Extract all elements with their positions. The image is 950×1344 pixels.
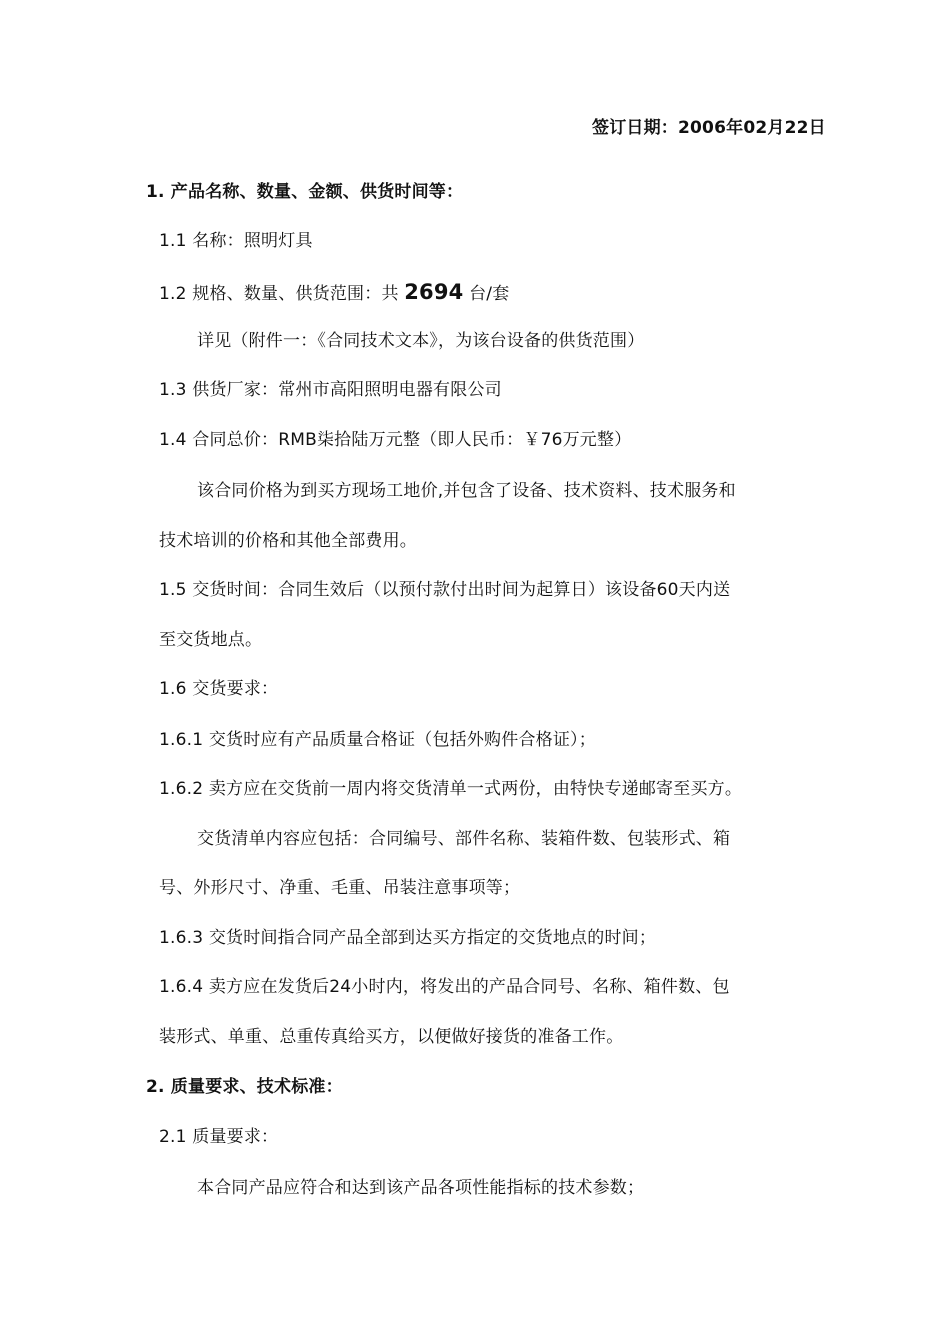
item-2-1: 2.1 质量要求： xyxy=(159,1127,279,1147)
item-1-6-4-line1: 1.6.4 卖方应在发货后24小时内，将发出的产品合同号、名称、箱件数、包 xyxy=(159,977,730,997)
item-1-4: 1.4 合同总价：RMB柒拾陆万元整（即人民币：￥76万元整） xyxy=(159,430,632,450)
item-1-6-2: 1.6.2 卖方应在交货前一周内将交货清单一式两份，由特快专递邮寄至买方。 xyxy=(159,779,743,799)
item-1-3 xyxy=(159,378,502,402)
item-1-5-line2: 至交货地点。 xyxy=(159,630,263,650)
sign-date: 签订日期：2006年02月22日 xyxy=(592,118,826,138)
item-1-4-paragraph-line1: 该合同价格为到买方现场工地价,并包含了设备、技术资料、技术服务和 xyxy=(197,481,736,501)
section-1-heading: 1. 产品名称、数量、金额、供货时间等： xyxy=(146,182,464,202)
item-1-5-line1: 1.5 交货时间：合同生效后（以预付款付出时间为起算日）该设备60天内送 xyxy=(159,580,731,600)
item-1-6-3: 1.6.3 交货时间指合同产品全部到达买方指定的交货地点的时间； xyxy=(159,928,657,948)
item-1-6-2-paragraph-line2: 号、外形尺寸、净重、毛重、吊装注意事项等； xyxy=(159,878,521,898)
item-1-3-label: 1.3 供货厂家： xyxy=(159,380,279,400)
item-1-2-detail: 详见（附件一：《合同技术文本》，为该台设备的供货范围） xyxy=(197,331,645,351)
section-2-heading: 2. 质量要求、技术标准： xyxy=(146,1077,343,1097)
item-1-3-supplier: 常州市高阳照明电器有限公司 xyxy=(278,380,502,400)
item-1-6-4-line2: 装形式、单重、总重传真给买方，以便做好接货的准备工作。 xyxy=(159,1027,624,1047)
item-1-1: 1.1 名称：照明灯具 xyxy=(159,231,313,251)
item-1-4-paragraph-line2: 技术培训的价格和其他全部费用。 xyxy=(159,531,417,551)
item-1-2-quantity: 2694 xyxy=(404,280,464,304)
item-1-6: 1.6 交货要求： xyxy=(159,679,279,699)
item-1-6-1: 1.6.1 交货时应有产品质量合格证（包括外购件合格证）； xyxy=(159,730,596,750)
item-1-2 xyxy=(159,280,509,306)
item-2-1-paragraph: 本合同产品应符合和达到该产品各项性能指标的技术参数； xyxy=(197,1178,645,1198)
item-1-6-2-paragraph-line1: 交货清单内容应包括：合同编号、部件名称、装箱件数、包装形式、箱 xyxy=(197,829,731,849)
item-1-2-label: 1.2 规格、数量、供货范围：共 xyxy=(159,284,399,304)
item-1-2-unit: 台/套 xyxy=(469,284,510,304)
